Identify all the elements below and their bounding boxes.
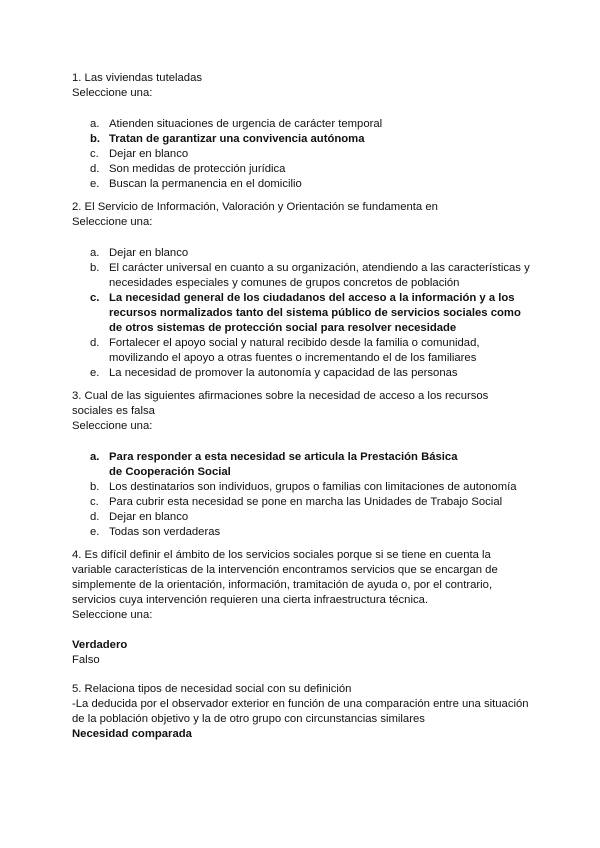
question-3: [72, 389, 532, 540]
question-2: [72, 200, 532, 381]
answer-false[interactable]: Falso: [72, 654, 100, 666]
option-e[interactable]: [72, 177, 532, 192]
option-text: Buscan la permanencia en el domicilio: [109, 178, 302, 190]
option-text: La necesidad general de los ciudadanos del acceso a la información y a los recursos normalizados tanto del sistema público de servicios sociales como de otros sistemas de protección social para resolver necesidade: [109, 292, 521, 334]
option-letter: a.: [90, 451, 100, 463]
option-letter: e.: [90, 178, 100, 190]
option-letter: b.: [90, 133, 101, 145]
question-title: 1. Las viviendas tuteladas: [72, 72, 202, 84]
option-text: Dejar en blanco: [109, 511, 189, 523]
option-text: Fortalecer el apoyo social y natural recibido desde la familia o comunidad, movilizando el apoyo a otras fuentes o incrementando el de los familiares: [109, 337, 480, 364]
option-text: Dejar en blanco: [109, 148, 189, 160]
option-text: Los destinatarios son individuos, grupos o familias con limitaciones de autonomía: [109, 481, 517, 493]
question-definition: -La deducida por el observador exterior en función de una comparación entre una situación de la población objetivo y la de otro grupo con circunstancias similares: [72, 698, 529, 725]
question-title: 5. Relaciona tipos de necesidad social con su definición: [72, 683, 352, 695]
option-text: Para cubrir esta necesidad se pone en marcha las Unidades de Trabajo Social: [109, 496, 503, 508]
option-text: Son medidas de protección jurídica: [109, 163, 286, 175]
option-a[interactable]: [72, 246, 532, 261]
question-5: [72, 682, 532, 742]
options-list: [72, 246, 532, 381]
option-letter: a.: [90, 118, 100, 130]
option-letter: e.: [90, 526, 100, 538]
option-c[interactable]: [72, 495, 532, 510]
option-letter: d.: [90, 337, 100, 349]
answer-selected: Necesidad comparada: [72, 728, 192, 740]
option-text: Para responder a esta necesidad se articula la Prestación Básica de Cooperación Social: [109, 451, 458, 478]
option-letter: d.: [90, 511, 100, 523]
question-title: 2. El Servicio de Información, Valoración y Orientación se fundamenta en: [72, 201, 438, 213]
option-text: Dejar en blanco: [109, 247, 189, 259]
option-text: Todas son verdaderas: [109, 526, 221, 538]
options-list: [72, 450, 532, 540]
option-d[interactable]: [72, 162, 532, 177]
option-letter: b.: [90, 481, 100, 493]
option-b[interactable]: [72, 480, 532, 495]
option-e[interactable]: [72, 366, 532, 381]
option-text: El carácter universal en cuanto a su organización, atendiendo a las características y necesidades especiales y comunes de grupos concretos de población: [109, 262, 530, 289]
question-1: [72, 71, 532, 192]
option-text: La necesidad de promover la autonomía y capacidad de las personas: [109, 367, 458, 379]
option-c-selected[interactable]: [72, 291, 532, 336]
option-letter: b.: [90, 262, 100, 274]
option-letter: a.: [90, 247, 100, 259]
option-b[interactable]: [72, 261, 532, 291]
option-a[interactable]: [72, 117, 532, 132]
option-a-selected[interactable]: [72, 450, 532, 480]
question-prompt: Seleccione una:: [72, 87, 153, 99]
options-list: [72, 117, 532, 192]
question-prompt: Seleccione una:: [72, 216, 153, 228]
option-text: Atienden situaciones de urgencia de carácter temporal: [109, 118, 383, 130]
question-prompt: Seleccione una:: [72, 609, 153, 621]
exam-page: [72, 71, 532, 742]
option-d[interactable]: [72, 510, 532, 525]
option-text: Tratan de garantizar una convivencia autónoma: [109, 133, 365, 145]
option-letter: d.: [90, 163, 100, 175]
question-title: 3. Cual de las siguientes afirmaciones sobre la necesidad de acceso a los recursos sociales es falsa: [72, 390, 489, 417]
option-c[interactable]: [72, 147, 532, 162]
question-4: [72, 548, 532, 668]
option-letter: e.: [90, 367, 100, 379]
option-letter: c.: [90, 496, 99, 508]
answer-true-selected[interactable]: Verdadero: [72, 639, 128, 651]
option-e[interactable]: [72, 525, 532, 540]
option-d[interactable]: [72, 336, 532, 366]
question-text: 4. Es difícil definir el ámbito de los servicios sociales porque si se tiene en cuenta la variable características de la intervención encontramos servicios que se encargan de simplemente de la orientación, información, tramitación de ayuda o, por el contrario, servicios cuya intervención requieren una cierta infraestructura técnica.: [72, 549, 498, 606]
option-b-selected[interactable]: [72, 132, 532, 147]
option-letter: c.: [90, 292, 100, 304]
option-letter: c.: [90, 148, 99, 160]
question-prompt: Seleccione una:: [72, 420, 153, 432]
